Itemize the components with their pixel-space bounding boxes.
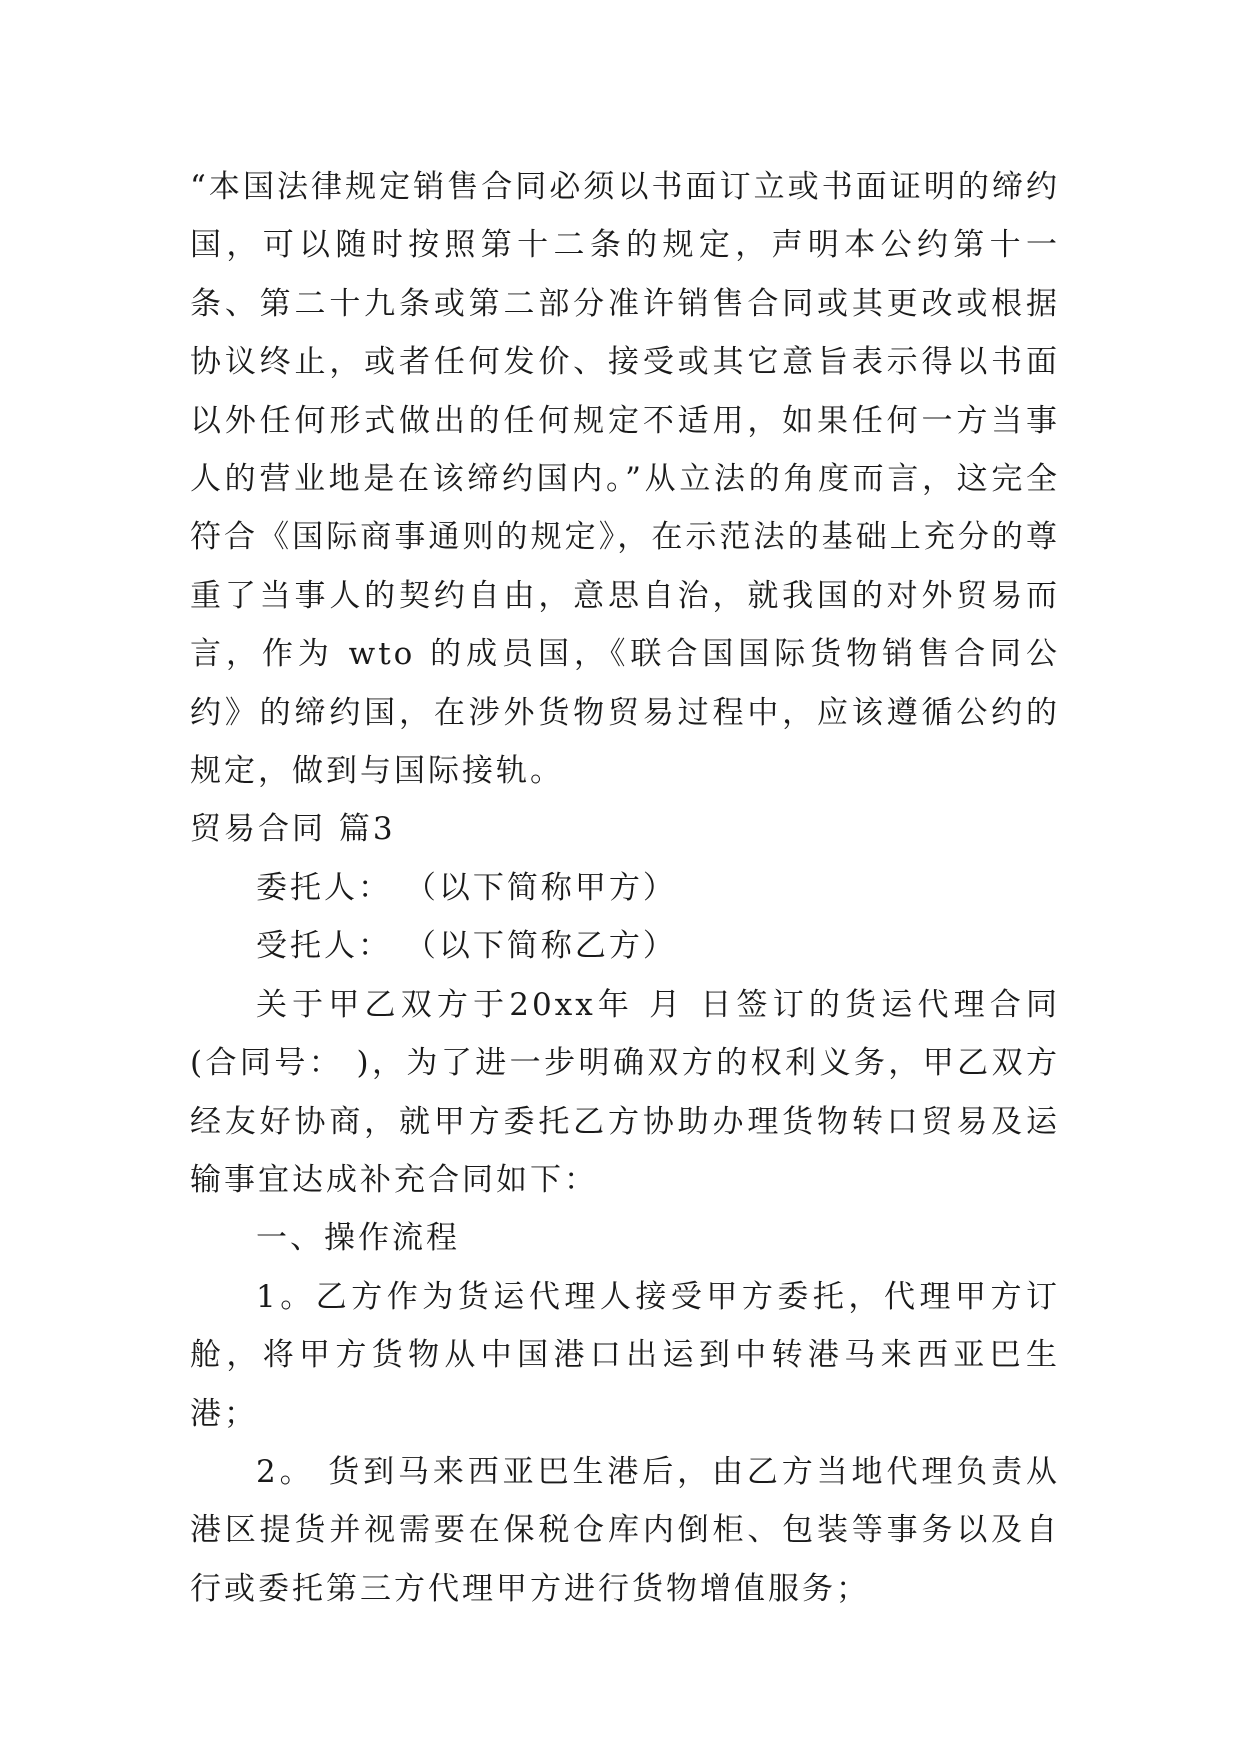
section-heading: 贸易合同 篇3	[190, 811, 396, 848]
paragraph-convention-quote: “本国法律规定销售合同必须以书面订立或书面证明的缔约国，可以随时按照第十二条的规定，声明本公约第十一条、第二十九条或第二部分准许销售合同或其更改或根据协议终止，或者任何发价、接受或其它意旨表示得以书面以外任何形式做出的任何规定不适用，如果任何一方当事人的营业地是在该缔约国内。”从立法的角度而言，这完全符合《国际商事通则的规定》，在示范法的基础上充分的尊重了当事人的契约自由，意思自治，就我国的对外贸易而言，作为 wto 的成员国，《联合国国际货物销售合同公约》的缔约国，在涉外货物贸易过程中，应该遵循公约的规定，做到与国际接轨。	[190, 169, 1060, 790]
document-body	[190, 158, 1060, 1618]
clause-item-1: 1。乙方作为货运代理人接受甲方委托，代理甲方订舱，将甲方货物从中国港口出运到中转港马来西亚巴生港；	[190, 1278, 1060, 1432]
paragraph-agent: 受托人： （以下简称乙方）	[256, 928, 677, 965]
clause-heading-operation-process: 一、操作流程	[256, 1220, 460, 1257]
paragraph-preamble: 关于甲乙双方于20xx年 月 日签订的货运代理合同(合同号： )，为了进一步明确双方的权利义务，甲乙双方经友好协商，就甲方委托乙方协助办理货物转口贸易及运输事宜达成补充合同如下：	[190, 986, 1060, 1198]
clause-item-2: 2。 货到马来西亚巴生港后，由乙方当地代理负责从港区提货并视需要在保税仓库内倒柜、包装等事务以及自行或委托第三方代理甲方进行货物增值服务；	[190, 1453, 1060, 1607]
paragraph-principal: 委托人： （以下简称甲方）	[256, 869, 677, 906]
